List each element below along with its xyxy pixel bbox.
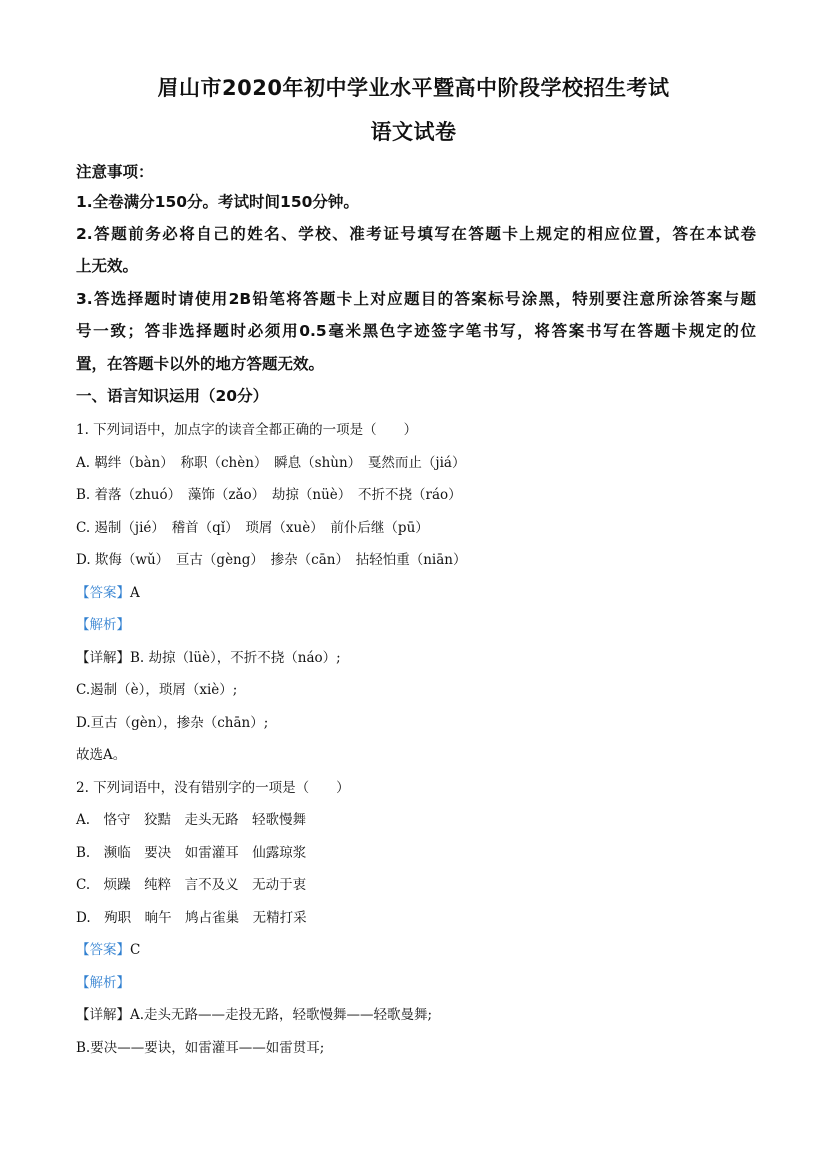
note-2-line-2: 上无效。 — [76, 257, 139, 275]
question-1-detail-3: D.亘古（gèn），掺杂（chān）; — [76, 715, 269, 731]
question-1-detail-1 — [76, 646, 756, 666]
notes-heading: 注意事项： — [76, 163, 154, 181]
question-1-stem: 1. 下列词语中，加点字的读音全都正确的一项是（ ） — [76, 422, 418, 438]
detail-tag: 【详解】 — [76, 650, 130, 666]
question-1-analysis-tag — [76, 613, 756, 633]
question-2-stem: 2. 下列词语中，没有错别字的一项是（ ） — [76, 780, 350, 796]
detail-tag: 【详解】 — [76, 1007, 130, 1023]
question-2-option-d: D. 殉职 晌午 鸠占雀巢 无精打采 — [76, 910, 307, 926]
note-2-line-1: 2.答题前务必将自己的姓名、学校、准考证号填写在答题卡上规定的相应位置，答在本试卷 — [76, 225, 756, 243]
question-2-option-c: C. 烦躁 纯粹 言不及义 无动于衷 — [76, 877, 307, 893]
note-3-line-2: 号一致；答非选择题时必须用0.5毫米黑色字迹签字笔书写，将答案书写在答题卡规定的位 — [76, 322, 756, 340]
exam-subtitle: 语文试卷 — [370, 120, 457, 144]
question-1-option-c: C. 遏制（jié） 稽首（qǐ） 琐屑（xuè） 前仆后继（pū） — [76, 520, 429, 536]
question-1-option-a: A. 羁绊（bàn） 称职（chèn） 瞬息（shùn） 戛然而止（jiá） — [76, 455, 466, 471]
section-1-heading: 一、语言知识运用（20分） — [76, 387, 269, 405]
question-2-detail-2: B.要决——要诀，如雷灌耳——如雷贯耳; — [76, 1040, 325, 1056]
note-3-line-3: 置，在答题卡以外的地方答题无效。 — [76, 355, 325, 373]
question-1-option-d: D. 欺侮（wǔ） 亘古（gèng） 掺杂（cān） 拈轻怕重（niān） — [76, 552, 467, 568]
answer-tag: 【答案】 — [76, 585, 130, 601]
question-2-detail-1 — [76, 1003, 756, 1023]
analysis-tag: 【解析】 — [76, 975, 130, 991]
question-2-analysis-tag — [76, 971, 756, 991]
detail-text: B. 劫掠（lüè），不折不挠（náo）; — [130, 650, 341, 666]
question-1-option-b: B. 着落（zhuó） 藻饰（zǎo） 劫掠（nüè） 不折不挠（ráo） — [76, 487, 462, 503]
question-1-detail-2: C.遏制（è），琐屑（xiè）; — [76, 682, 238, 698]
question-2-option-b: B. 濒临 要决 如雷灌耳 仙露琼浆 — [76, 845, 307, 861]
answer-tag: 【答案】 — [76, 942, 130, 958]
question-2-answer — [76, 938, 756, 958]
detail-text: A.走头无路——走投无路，轻歌慢舞——轻歌曼舞; — [130, 1007, 433, 1023]
question-1-conclusion: 故选A。 — [76, 747, 127, 763]
question-1-answer — [76, 581, 756, 601]
question-2-option-a: A. 恪守 狡黠 走头无路 轻歌慢舞 — [76, 812, 307, 828]
note-1: 1.全卷满分150分。考试时间150分钟。 — [76, 193, 359, 211]
note-3-line-1: 3.答选择题时请使用2B铅笔将答题卡上对应题目的答案标号涂黑，特别要注意所涂答案与题 — [76, 290, 756, 308]
answer-value: C — [130, 942, 141, 958]
answer-value: A — [130, 585, 140, 601]
analysis-tag: 【解析】 — [76, 617, 130, 633]
exam-title: 眉山市2020年初中学业水平暨高中阶段学校招生考试 — [157, 76, 670, 100]
